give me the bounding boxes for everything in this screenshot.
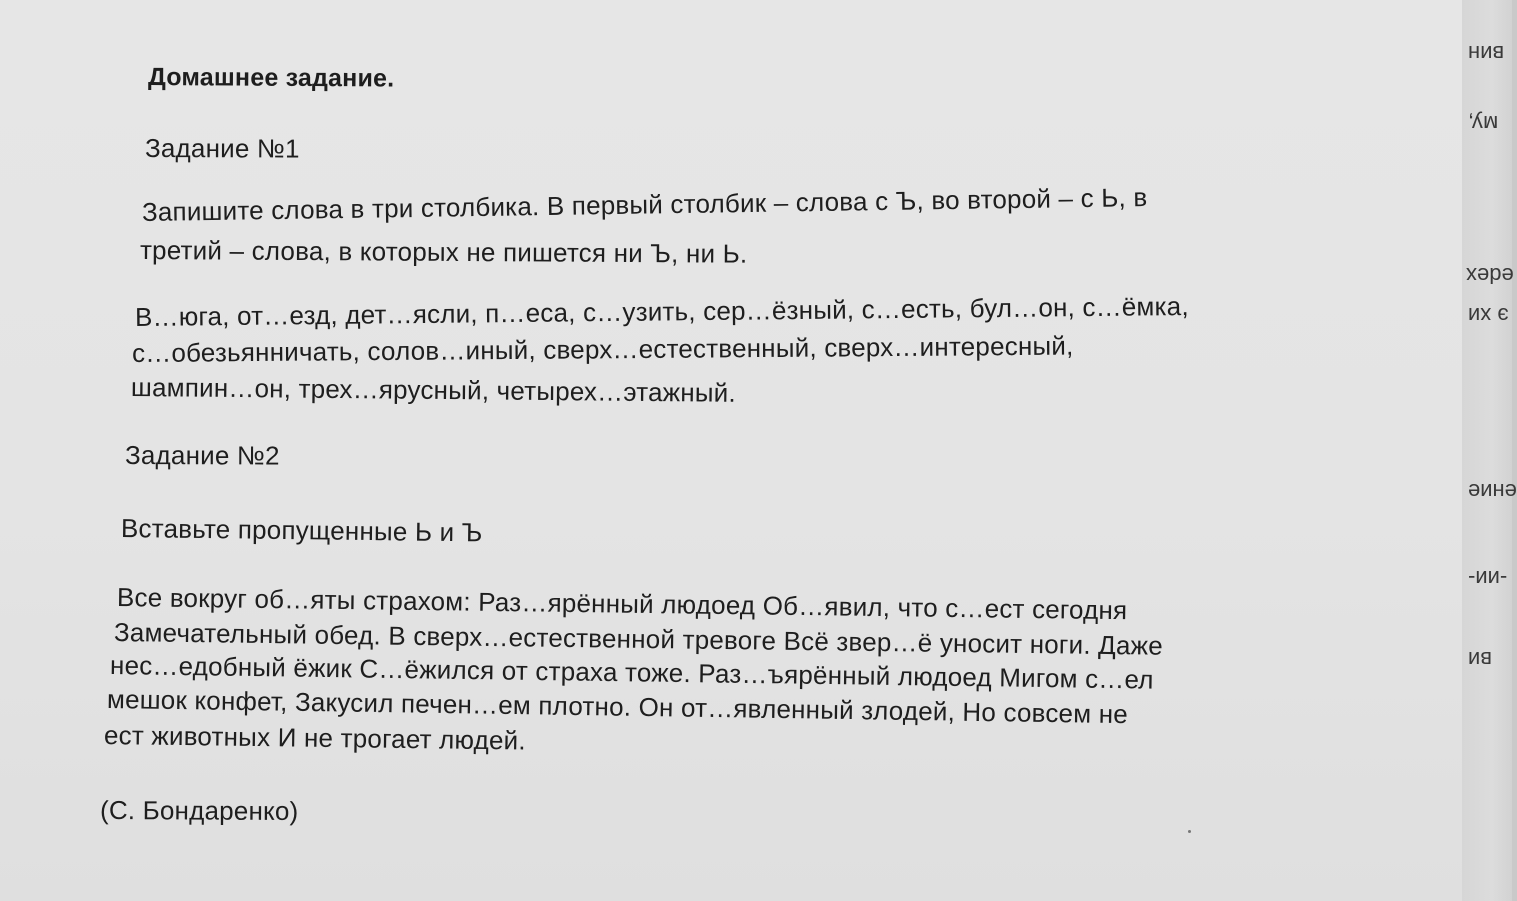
document-title: Домашнее задание. xyxy=(147,63,395,93)
back-page-fragment: вин xyxy=(1468,41,1505,66)
back-page-fragment: -ии- xyxy=(1468,566,1508,591)
back-page-fragment: му, xyxy=(1468,111,1499,136)
poem-line-4: мешок конфет, Закусил печен…ем плотно. Он от…явленный злодей, Но совсем не xyxy=(106,684,1129,730)
task1-instruction-line-1: Запишите слова в три столбика. В первый столбик – слова с Ъ, во второй – с Ь, в xyxy=(141,182,1148,227)
poem-line-1: Все вокруг об…яты страхом: Раз…ярённый людоед Об…явил, что с…ест сегодня xyxy=(116,582,1128,626)
poem-line-2: Замечательный обед. В сверх…естественной тревоге Всё звер…ё уносит ноги. Даже xyxy=(113,617,1164,661)
poem-line-3: нес…едобный ёжик С…ёжился от страха тоже. Раз…ъярённый людоед Мигом с…ел xyxy=(109,650,1154,695)
poem-line-5: ест животных И не трогает людей. xyxy=(103,720,527,756)
poem-author: (С. Бондаренко) xyxy=(99,795,299,827)
back-page-edge xyxy=(1462,0,1517,901)
task1-words-line-1: В…юга, от…езд, дет…ясли, п…еса, с…узить, сер…ёзный, с…есть, бул…он, с…ёмка, xyxy=(134,290,1189,332)
task2-instruction: Вставьте пропущенные Ь и Ъ xyxy=(120,513,483,548)
back-page-fragment: ви xyxy=(1468,647,1492,672)
task1-instruction-line-2: третий – слова, в которых не пишется ни Ъ, ни Ь. xyxy=(139,235,748,269)
task1-words-line-3: шампин…он, трех…ярусный, четырех…этажный. xyxy=(130,372,737,408)
task1-words-line-2: с…обезьянничать, солов…иный, сверх…естественный, сверх…интересный, xyxy=(131,330,1074,368)
back-page-fragment: edex xyxy=(1466,263,1514,288)
task2-heading: Задание №2 xyxy=(124,440,280,471)
paper-speck xyxy=(1188,830,1191,833)
back-page-fragment: э хи xyxy=(1468,303,1509,328)
back-page-fragment: ение xyxy=(1468,479,1517,504)
task1-heading: Задание №1 xyxy=(144,133,300,164)
